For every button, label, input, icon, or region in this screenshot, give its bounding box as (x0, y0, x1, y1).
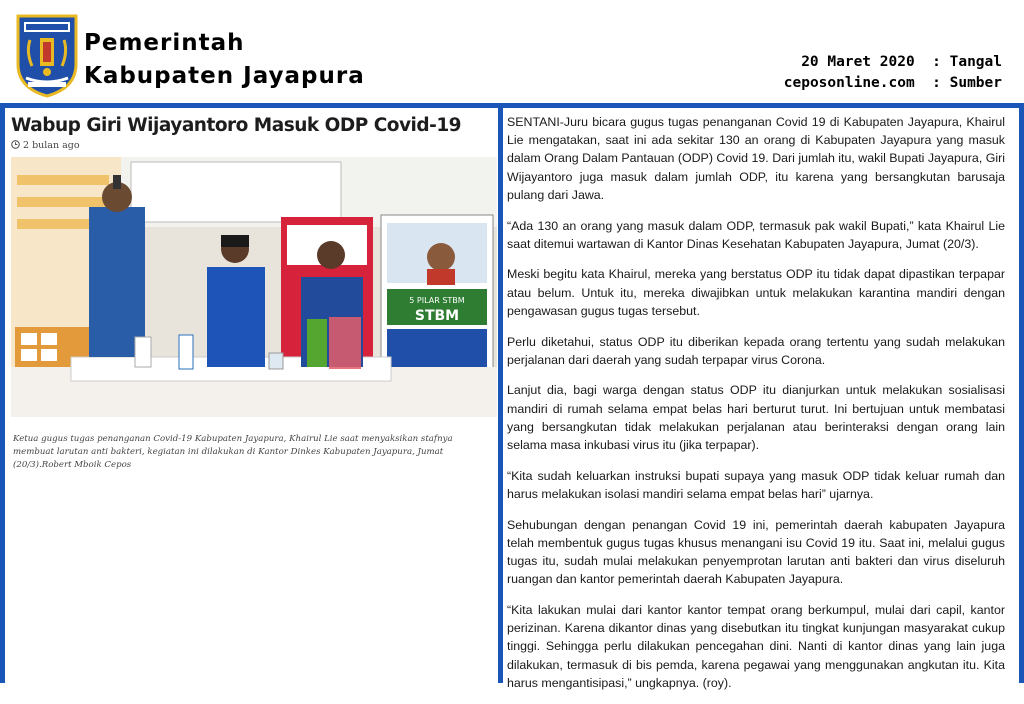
wall-sign-title: 5 PILAR STBM (409, 296, 465, 305)
article-paragraph: “Kita lakukan mulai dari kantor kantor tempat orang berkumpul, mulai dari capil, kantor perizinan. Karena dikantor dinas yang disebutkan itu tingkat kunjungan masyarakat cukup tinggi. Sehingga perlu dilakukan pencegahan dini. Nanti di kantor dinas yang lain juga dilakukan, termasuk di bis pemda, karena pegawai yang menggunakan angkutan itu. Kita harus mengantisipasi,” ungkapnya. (roy). (507, 602, 1005, 690)
page-header (0, 0, 1024, 103)
article-paragraph: SENTANI-Juru bicara gugus tugas penanganan Covid 19 di Kabupaten Jayapura, Khairul Lie mengatakan, saat ini ada sekitar 130 an orang di Kabupaten Jayapura yang masuk dalam Orang Dalam Pantauan (ODP) Covid 19. Dari jumlah itu, wakil Bupati Jayapura, Giri Wijayantoro juga masuk dalam jumlah ODP, itu karena yang bersangkutan barusaja pulang dari Jawa. (507, 115, 1005, 202)
article-paragraph: Sehubungan dengan penangan Covid 19 ini, pemerintah daerah kabupaten Jayapura telah membentuk gugus tugas khusus menangani isu Covid 19 itu. Saat ini, melalui gugus tugas itu, sudah mulai melakukan penyemprotan larutan anti bakteri dan virus diseluruh ruangan dan kantor pemerintah daerah Kabupaten Jayapura. (507, 517, 1005, 587)
column-divider (498, 108, 503, 683)
article-time (11, 140, 80, 151)
article-paragraph: Perlu diketahui, status ODP itu diberikan kepada orang tertentu yang sudah melakukan perjalanan dari daerah yang sudah terpapar virus Corona. (507, 334, 1005, 367)
article-headline: Wabup Giri Wijayantoro Masuk ODP Covid-19 (11, 115, 462, 136)
time-text: 2 bulan ago (23, 140, 80, 151)
date-line: 20 Maret 2020 : Tangal (801, 54, 1002, 70)
regency-logo-icon (14, 12, 80, 98)
org-name-line2: Kabupaten Jayapura (84, 63, 365, 89)
photo-caption: Ketua gugus tugas penanganan Covid-19 Kabupaten Jayapura, Khairul Lie saat menyaksikan stafnya membuat larutan anti bakteri, kegiatan ini dilakukan di Kantor Dinkes Kabupaten Jayapura, Jumat (20/3).Robert Mboik Cepos (13, 434, 453, 470)
article-paragraph: “Kita sudah keluarkan instruksi bupati supaya yang masuk ODP tidak keluar rumah dan harus melakukan isolasi mandiri selama empat belas hari” ujarnya. (507, 468, 1005, 501)
article-paragraph: Lanjut dia, bagi warga dengan status ODP itu dianjurkan untuk melakukan sosialisasi mandiri di rumah selama empat belas hari berturut turut. Ini bertujuan untuk membatasi yang bersangkutan tidak melakukan perjalanan atau berinteraksi dengan orang lain selama masa inkubasi virus itu (jika terpapar). (507, 383, 1005, 453)
article-paragraph: Meski begitu kata Khairul, mereka yang berstatus ODP itu tidak dapat dipastikan terpapar atau belum. Untuk itu, mereka diwajibkan untuk melakukan karantina mandiri dengan pengawasan gugus tugas tersebut. (507, 267, 1005, 318)
article-photo (11, 157, 497, 417)
org-name-line1: Pemerintah (84, 30, 245, 56)
source-line: ceposonline.com : Sumber (783, 75, 1002, 91)
article-body (507, 113, 1005, 704)
wall-sign-label: STBM (414, 308, 460, 324)
article-paragraph: “Ada 130 an orang yang masuk dalam ODP, termasuk pak wakil Bupati,” kata Khairul Lie saat ditemui wartawan di Kantor Dinas Kesehatan Kabupaten Jayapura, Jumat (20/3). (507, 218, 1005, 251)
clock-icon (11, 140, 20, 149)
